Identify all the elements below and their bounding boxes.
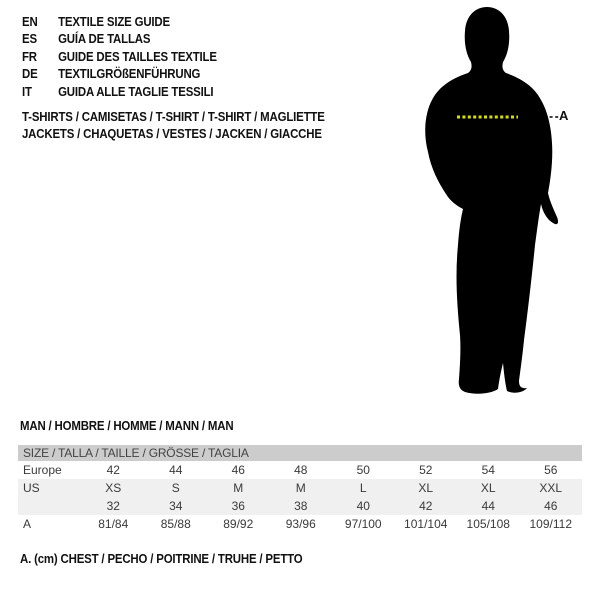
garment-categories [22,109,325,143]
language-label: GUÍA DE TALLAS [58,31,151,47]
size-cell: 105/108 [466,517,510,531]
language-row-fr [22,48,217,65]
table-row-chest-a [18,515,582,533]
table-row-europe [18,461,582,479]
size-cell: 50 [356,463,370,477]
size-cell: 40 [356,499,370,513]
size-cell: 44 [481,499,495,513]
size-cell: XL [480,481,496,495]
size-cell: XL [418,481,434,495]
language-label: GUIDE DES TAILLES TEXTILE [58,48,217,64]
language-guide-list [22,13,217,100]
size-cell: 36 [231,499,245,513]
language-label: GUIDA ALLE TAGLIE TESSILI [58,83,214,99]
size-table [18,445,582,533]
man-silhouette [415,5,565,397]
size-cell: 85/88 [160,517,191,531]
size-cell: 52 [419,463,433,477]
size-cell: 48 [294,463,308,477]
language-code: ES [22,31,37,47]
language-code: EN [22,14,38,29]
row-label: US [23,481,40,495]
row-label: A [23,517,32,531]
measurement-footnote: A. (cm) CHEST / PECHO / POITRINE / TRUHE / PETTO [20,551,303,566]
language-label: TEXTILGRÖßENFÜHRUNG [58,66,201,82]
measure-label-a: A [559,108,569,123]
language-label: TEXTILE SIZE GUIDE [58,14,170,29]
table-row-us [18,479,582,497]
size-cell: 89/92 [223,517,254,531]
size-cell: 34 [169,499,183,513]
size-cell: 101/104 [404,517,448,531]
size-cell: 97/100 [344,517,382,531]
man-body-shape [425,7,558,394]
size-cell: S [171,481,180,495]
size-cell: XXL [539,481,563,495]
language-row-es [22,30,217,47]
table-row-numeric [18,497,582,515]
size-table-header: SIZE / TALLA / TAILLE / GRÖSSE / TAGLIA [18,445,582,461]
size-cell: 93/96 [285,517,316,531]
size-cell: 46 [544,499,558,513]
row-label: Europe [23,463,62,477]
size-cell: M [233,481,244,495]
section-heading-man: MAN / HOMBRE / HOMME / MANN / MAN [20,418,234,433]
size-cell: 109/112 [529,517,572,531]
size-cell: 44 [169,463,183,477]
size-cell: 42 [106,463,120,477]
size-cell: 42 [419,499,433,513]
language-row-de [22,65,217,82]
size-cell: 32 [106,499,120,513]
size-cell: 38 [294,499,308,513]
language-code: IT [22,83,32,99]
size-cell: 56 [544,463,558,477]
size-cell: 46 [231,463,245,477]
language-row-en [22,13,217,30]
size-cell: XS [105,481,122,495]
size-cell: 54 [481,463,495,477]
size-cell: L [359,481,367,495]
language-code: FR [22,48,37,64]
language-row-it [22,83,217,100]
size-cell: 81/84 [98,517,129,531]
category-jackets: JACKETS / CHAQUETAS / VESTES / JACKEN / GIACCHE [22,125,322,141]
size-cell: M [295,481,306,495]
category-tshirts: T-SHIRTS / CAMISETAS / T-SHIRT / T-SHIRT / MAGLIETTE [22,109,325,124]
language-code: DE [22,66,38,82]
